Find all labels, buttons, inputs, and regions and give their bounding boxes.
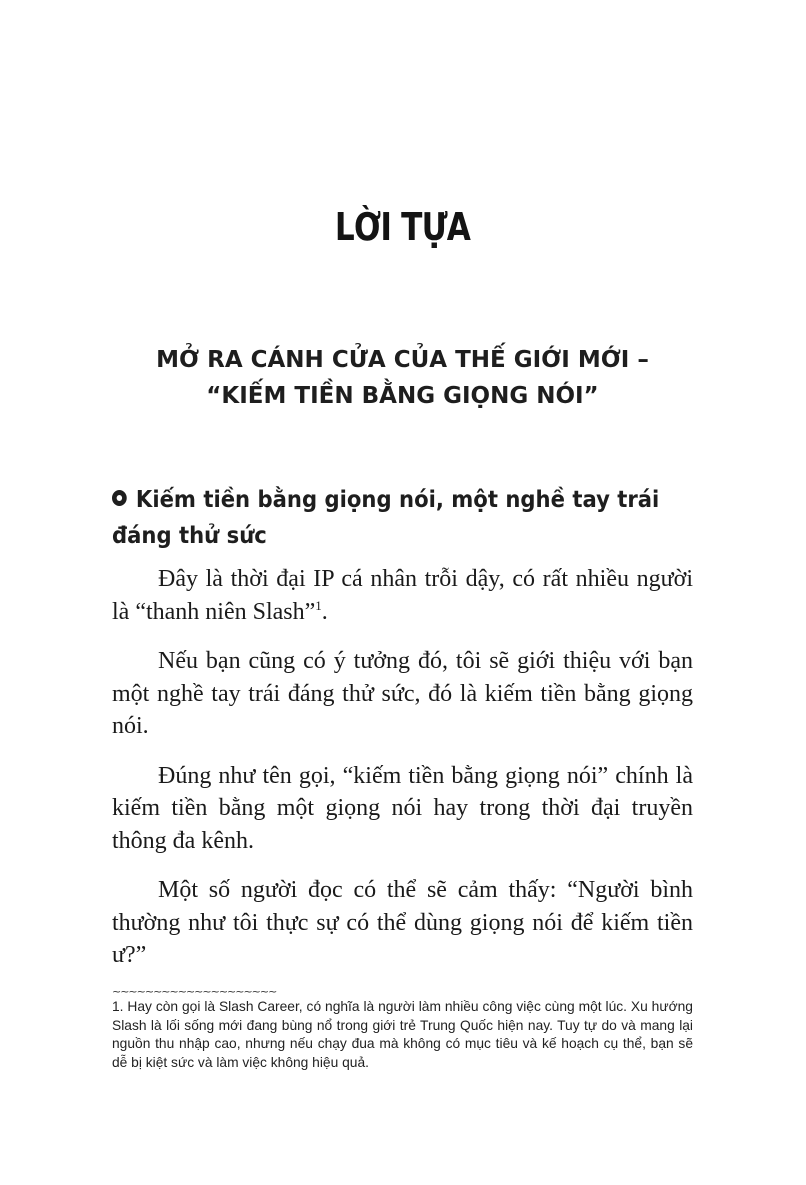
chapter-title: LỜI TỰA (334, 205, 471, 249)
paragraph-1-text: Đây là thời đại IP cá nhân trỗi dậy, có rất nhiều người là “thanh niên Slash” (112, 566, 693, 625)
paragraph-1-end: . (321, 598, 328, 625)
body-text (112, 563, 693, 989)
chapter-subtitle (112, 342, 693, 414)
circle-bullet-icon (112, 490, 127, 506)
paragraph-4: Một số người đọc có thể sẽ cảm thấy: “Người bình thường như tôi thực sự có thể dùng giọng nói để kiếm tiền ư?” (112, 877, 693, 968)
footnote-separator: ~~~~~~~~~~~~~~~~~~~~ (112, 985, 277, 998)
subtitle-line-2: “KIẾM TIỀN BẰNG GIỌNG NÓI” (206, 383, 599, 409)
subtitle-line-1: MỞ RA CÁNH CỬA CỦA THẾ GIỚI MỚI – (156, 347, 649, 373)
paragraph-2: Nếu bạn cũng có ý tưởng đó, tôi sẽ giới thiệu với bạn một nghề tay trái đáng thử sức, đó là kiếm tiền bằng giọng nói. (112, 648, 693, 739)
section-heading-text: Kiếm tiền bằng giọng nói, một nghề tay trái đáng thử sức (112, 487, 660, 549)
section-heading (112, 482, 664, 554)
paragraph-1 (112, 563, 693, 628)
paragraph-3: Đúng như tên gọi, “kiếm tiền bằng giọng nói” chính là kiếm tiền bằng một giọng nói hay trong thời đại truyền thông đa kênh. (112, 762, 693, 854)
book-page (112, 0, 693, 1185)
footnote: 1. Hay còn gọi là Slash Career, có nghĩa là người làm nhiều công việc cùng một lúc. Xu hướng Slash là lối sống mới đang bùng nổ trong giới trẻ Trung Quốc hiện nay. Tuy tự do và mang lại nguồn thu nhập cao, nhưng nếu chạy đua mà không có mục tiêu và kế hoạch cụ thể, bạn sẽ dễ bị kiệt sức và làm việc không hiệu quả. (112, 999, 693, 1070)
footnote-marker: 1 (315, 597, 322, 613)
